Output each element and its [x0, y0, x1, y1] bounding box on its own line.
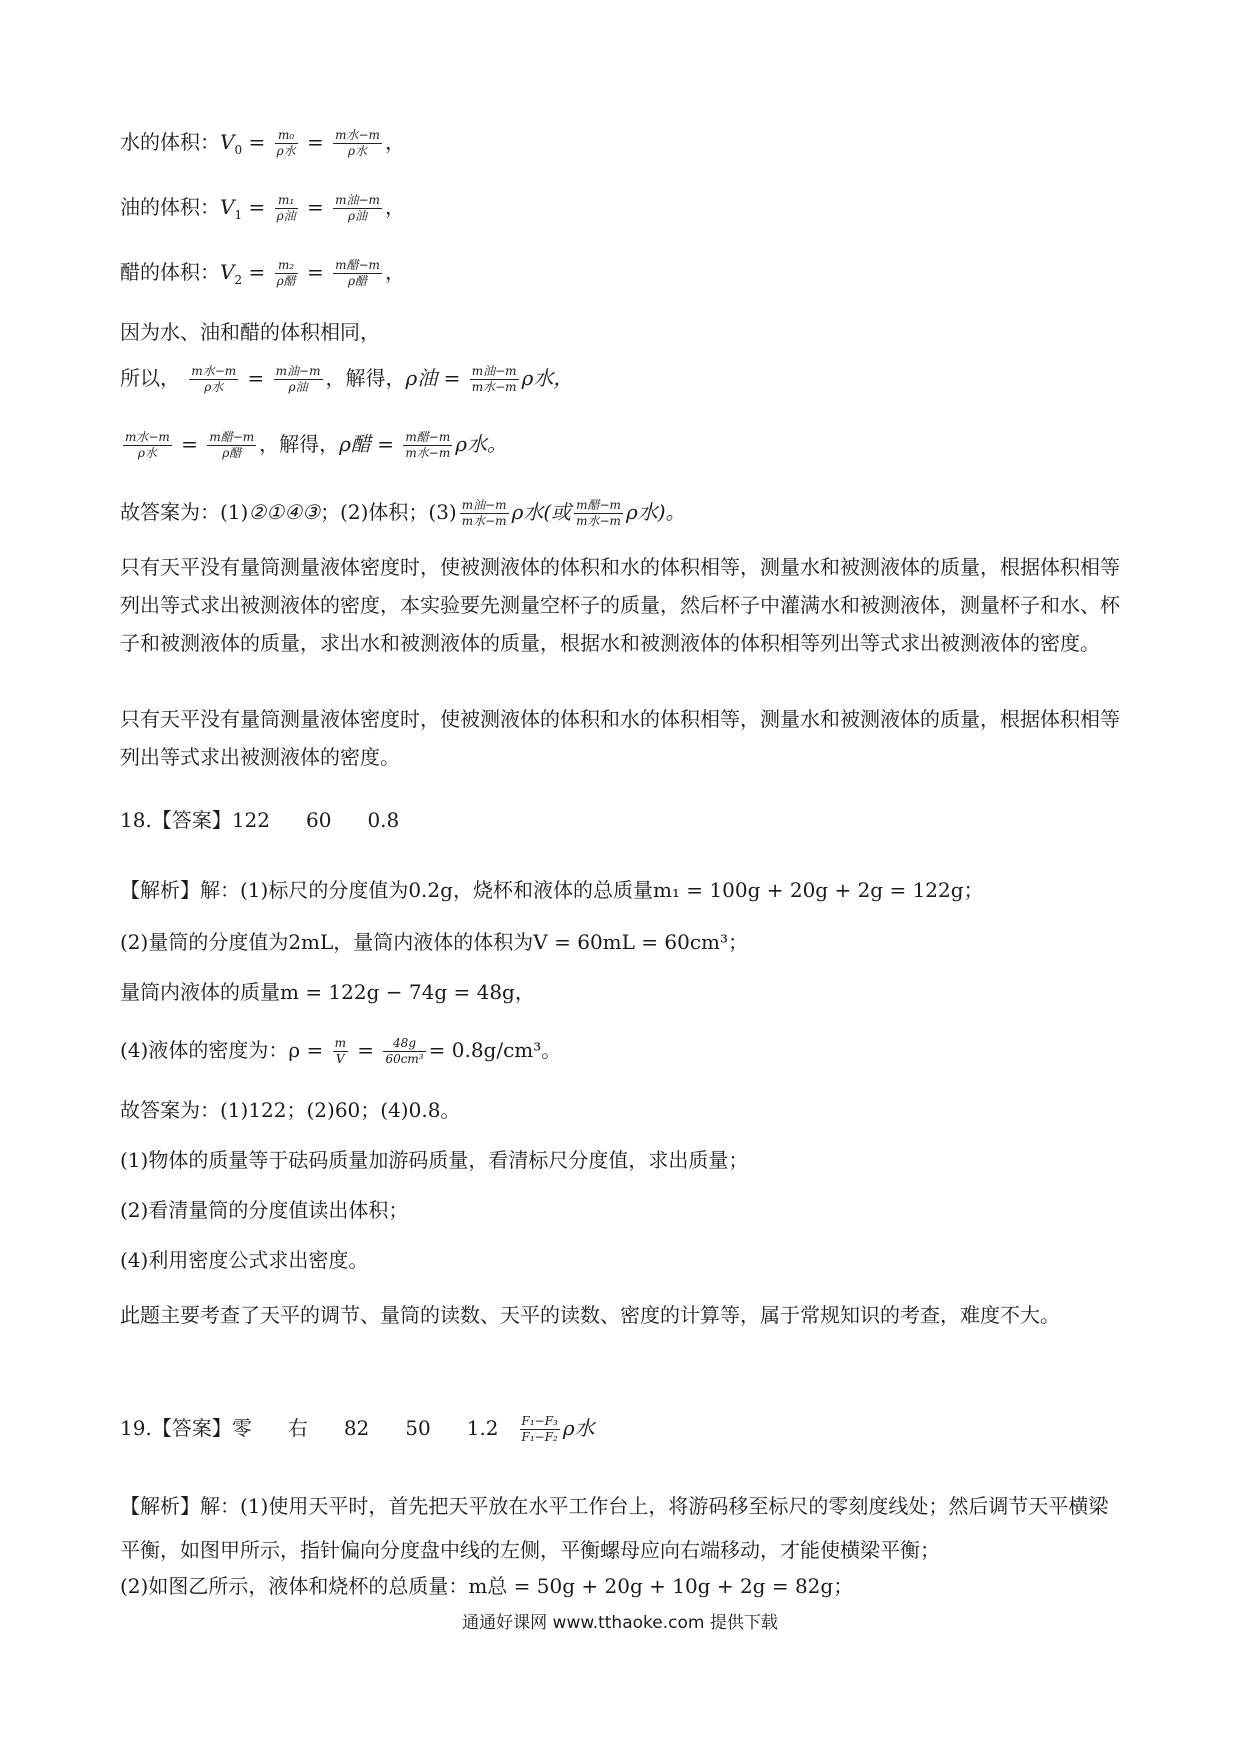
label: 醋的体积： — [120, 260, 220, 284]
fraction — [189, 364, 238, 395]
prefix: 所以， — [120, 366, 180, 390]
fraction — [574, 498, 623, 529]
answer-value: 122 — [231, 808, 270, 832]
fraction — [383, 1036, 425, 1067]
oil-volume-formula: 油的体积：$V_1$ = $\frac{\text{m₁}}{\text{ρ油}}$ = $\frac{\text{m油−m}}{\text{ρ油}}$ ， — [120, 193, 405, 223]
numerator: m油−m — [275, 364, 321, 378]
answer-value: 1.2 — [466, 1416, 499, 1440]
subscript: 0 — [234, 143, 243, 157]
q18-answer-line — [120, 806, 399, 834]
fraction — [333, 128, 382, 159]
water-volume-formula: 水的体积：$V_0$ = $\frac{\text{m₀}}{\text{ρ水}}$ = $\frac{\text{m水−m}}{\text{ρ水}}$ ， — [120, 128, 405, 158]
numerator: m₁ — [275, 193, 298, 209]
label: 水的体积： — [120, 130, 220, 154]
fraction — [333, 193, 382, 224]
analysis-paragraph-2: 只有天平没有量筒测量液体密度时，使被测液体的体积和水的体积相等，测量水和被测液体的质量，根据体积相等列出等式求出被测液体的密度。 — [120, 707, 1120, 769]
prefix: (4)液体的密度为：ρ = — [120, 1038, 330, 1062]
denominator: m水−m — [576, 514, 621, 528]
fraction — [274, 364, 323, 395]
denominator: m水−m — [461, 514, 507, 528]
punct: ， — [384, 260, 405, 284]
tail: ρ水。 — [455, 432, 507, 456]
denominator: ρ醋 — [348, 274, 368, 288]
fraction — [470, 364, 519, 395]
numerator: m醋−m — [335, 258, 380, 272]
numerator: 48g — [383, 1036, 425, 1052]
label: 油的体积： — [120, 195, 220, 219]
denominator: ρ水 — [348, 144, 368, 158]
fraction — [403, 430, 452, 461]
q19-answer-line — [120, 1414, 595, 1445]
mid-text: ；(2)体积；(3) — [320, 500, 457, 524]
tail: ρ水)。 — [625, 500, 686, 524]
fraction — [520, 1414, 560, 1445]
denominator: m水−m — [471, 380, 517, 394]
numerator: m水−m — [125, 430, 170, 444]
mid-text: ，解得， — [259, 432, 340, 456]
mid-text: ，解得， — [325, 366, 406, 390]
symbol: V — [220, 260, 235, 284]
answer-value: 50 — [405, 1416, 431, 1440]
answer-value: 0.8 — [367, 808, 400, 832]
numerator: m醋−m — [576, 498, 621, 512]
numerator: F₁−F₃ — [521, 1414, 558, 1428]
q18-note-1: (1)物体的质量等于砝码质量加游码质量，看清标尺分度值，求出质量； — [120, 1148, 749, 1172]
analysis-paragraph-1: 只有天平没有量筒测量液体密度时，使被测液体的体积和水的体积相等，测量水和被测液体的质量，根据体积相等列出等式求出被测液体的密度，本实验要先测量空杯子的质量，然后杯子中灌满水和被测液体，测量杯子和水、杯子和被测液体的质量，求出水和被测液体的质量，根据水和被测液体的体积相等列出等式求出被测液体的密度。 — [120, 555, 1120, 655]
denominator: m水−m — [405, 446, 451, 460]
denominator: ρ油 — [348, 209, 368, 223]
q19-analysis-2: (2)如图乙所示，液体和烧杯的总质量：m总 = 50g + 20g + 10g + 2g = 82g； — [120, 1574, 854, 1598]
numerator: m醋−m — [405, 430, 451, 444]
answer-value: 60 — [306, 808, 332, 832]
q18-density-formula: (4)液体的密度为：ρ = $\frac{m}{V}$ = $\frac{48g}{\text{60cm³}}$ = 0.8g/cm³。 — [120, 1036, 562, 1066]
tail: = 0.8g/cm³。 — [428, 1038, 562, 1062]
answer-value: 82 — [343, 1416, 370, 1440]
numerator: m₂ — [275, 258, 298, 274]
punct: ， — [384, 195, 405, 219]
punct: ， — [384, 130, 405, 154]
q18-summary: 此题主要考查了天平的调节、量筒的读数、天平的读数、密度的计算等，属于常规知识的考查，难度不大。 — [120, 1303, 1060, 1327]
fraction — [333, 1036, 348, 1067]
denominator: V — [335, 1052, 345, 1066]
numerator: m油−m — [471, 364, 517, 378]
q18-analysis-2: (2)量筒的分度值为2mL，量筒内液体的体积为V = 60mL = 60cm³； — [120, 930, 749, 954]
tail: ρ水 — [562, 1416, 595, 1440]
numerator: m水−m — [335, 128, 380, 142]
q18-analysis-1: 【解析】解：(1)标尺的分度值为0.2g，烧杯和液体的总质量m₁ = 100g + 20g + 2g = 122g； — [120, 878, 984, 902]
symbol: V — [220, 195, 235, 219]
fraction — [275, 193, 298, 224]
q19-analysis-1: 【解析】解：(1)使用天平时，首先把天平放在水平工作台上，将游码移至标尺的零刻度线处；然后调节天平横梁平衡，如图甲所示，指针偏向分度盘中线的左侧，平衡螺母应向右端移动，才能使横梁平衡； — [120, 1494, 1109, 1562]
denominator: F₁−F₂ — [521, 1430, 558, 1444]
denominator: 60cm³ — [385, 1052, 424, 1066]
denominator: ρ水 — [276, 144, 296, 158]
fraction — [275, 128, 298, 159]
rho-symbol: ρ醋 — [339, 432, 371, 456]
q18-analysis-3: 量筒内液体的质量m = 122g − 74g = 48g， — [120, 980, 535, 1004]
answer-17 — [120, 498, 686, 529]
vinegar-density-derivation: $\frac{\text{m水−m}}{\text{ρ水}}$ = $\frac{\text{m醋−m}}{\text{ρ醋}}$ ，解得，ρ醋 = $\frac{\text{m醋−m}}{\text{m水−m}}$ ρ水。 — [125, 430, 507, 460]
fraction — [333, 258, 382, 289]
subscript: 2 — [234, 273, 243, 287]
q18-answer-summary: 故答案为：(1)122；(2)60；(4)0.8。 — [120, 1098, 461, 1122]
q18-note-2: (2)看清量筒的分度值读出体积； — [120, 1198, 409, 1222]
numerator: m油−m — [335, 193, 380, 207]
question-header: 18.【答案】 — [120, 808, 232, 832]
vinegar-volume-formula: 醋的体积：$V_2$ = $\frac{\text{m₂}}{\text{ρ醋}}$ = $\frac{\text{m醋−m}}{\text{ρ醋}}$ ， — [120, 258, 405, 288]
numerator: m₀ — [275, 128, 298, 144]
oil-density-derivation: 所以， $\frac{\text{m水−m}}{\text{ρ水}}$ = $\frac{\text{m油−m}}{\text{ρ油}}$ ，解得，ρ油 = $\frac{\text{m油−m}}{\text{m水−m}}$ ρ水， — [120, 364, 574, 394]
denominator: ρ油 — [288, 380, 308, 394]
fraction — [460, 498, 509, 529]
denominator: ρ醋 — [276, 274, 296, 288]
answer-value: 零 — [231, 1416, 252, 1440]
fraction — [207, 430, 256, 461]
answer-value: 右 — [287, 1416, 308, 1440]
denominator: ρ油 — [276, 209, 296, 223]
q18-note-3: (4)利用密度公式求出密度。 — [120, 1248, 369, 1272]
rho-symbol: ρ油 — [405, 366, 438, 390]
denominator: ρ醋 — [222, 446, 242, 460]
symbol: V — [220, 130, 235, 154]
numerator: m — [334, 1036, 346, 1050]
numerator: m油−m — [461, 498, 507, 512]
same-volume-text: 因为水、油和醋的体积相同， — [120, 320, 380, 344]
step-order: ②①④③ — [248, 500, 321, 524]
prefix: 故答案为：(1) — [120, 500, 249, 524]
subscript: 1 — [234, 208, 243, 222]
denominator: ρ水 — [137, 446, 157, 460]
numerator: m醋−m — [209, 430, 255, 444]
page-footer: 通通好课网 www.tthaoke.com 提供下载 — [462, 1613, 778, 1633]
fraction — [123, 430, 172, 461]
tail: ρ水(或 — [511, 500, 572, 524]
tail: ρ水， — [521, 366, 574, 390]
question-header: 19.【答案】 — [120, 1416, 232, 1440]
numerator: m水−m — [191, 364, 237, 378]
fraction — [275, 258, 298, 289]
denominator: ρ水 — [204, 380, 224, 394]
